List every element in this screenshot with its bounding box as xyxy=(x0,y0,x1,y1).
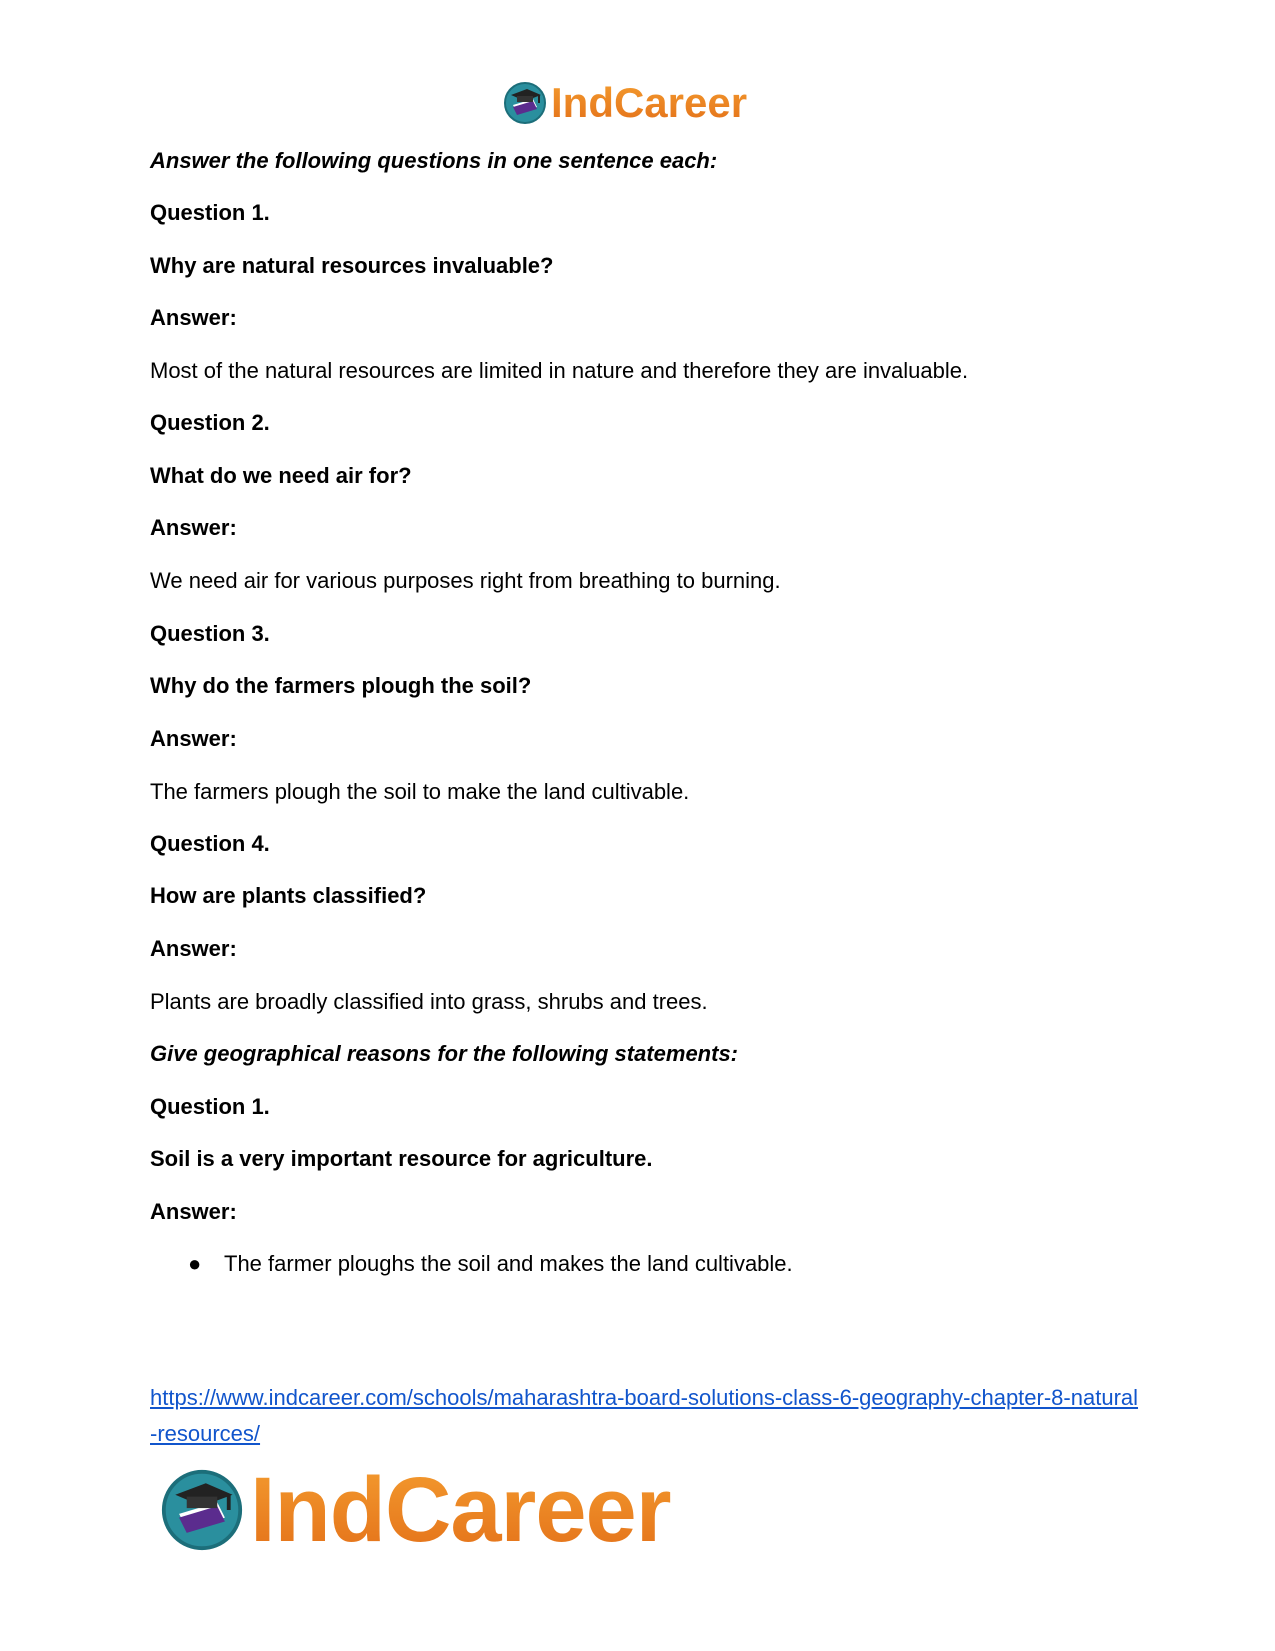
question-label: Question 4. xyxy=(150,831,270,856)
section-heading: Answer the following questions in one sentence each: xyxy=(150,148,718,173)
source-link[interactable]: https://www.indcareer.com/schools/maharashtra-board-solutions-class-6-geography-chapter-8-natural-resources/ xyxy=(150,1385,1139,1446)
section-heading: Give geographical reasons for the following statements: xyxy=(150,1041,739,1066)
graduation-cap-logo-icon xyxy=(503,81,547,125)
graduation-cap-logo-icon xyxy=(160,1468,244,1552)
answer-label: Answer: xyxy=(150,726,237,751)
bullet-icon: ● xyxy=(188,1251,202,1276)
bullet-text: The farmer ploughs the soil and makes the land cultivable. xyxy=(224,1251,793,1276)
answer-label: Answer: xyxy=(150,305,237,330)
answer-label: Answer: xyxy=(150,1199,237,1224)
footer-logo xyxy=(160,1459,671,1561)
question-label: Question 1. xyxy=(150,1094,270,1119)
question-label: Question 1. xyxy=(150,200,270,225)
question-text: How are plants classified? xyxy=(150,883,427,908)
answer-label: Answer: xyxy=(150,515,237,540)
answer-text: Plants are broadly classified into grass, shrubs and trees. xyxy=(150,989,708,1014)
answer-label: Answer: xyxy=(150,936,237,961)
answer-text: Most of the natural resources are limited in nature and therefore they are invaluable. xyxy=(150,358,969,383)
answer-text: We need air for various purposes right from breathing to burning. xyxy=(150,568,781,593)
question-text: Soil is a very important resource for agriculture. xyxy=(150,1146,653,1171)
question-label: Question 2. xyxy=(150,410,270,435)
question-text: Why are natural resources invaluable? xyxy=(150,253,554,278)
header-logo xyxy=(503,80,747,126)
list-item xyxy=(188,1250,793,1278)
question-text: Why do the farmers plough the soil? xyxy=(150,673,532,698)
logo-wordmark: IndCareer xyxy=(551,79,748,126)
answer-text: The farmers plough the soil to make the land cultivable. xyxy=(150,779,690,804)
question-label: Question 3. xyxy=(150,621,270,646)
logo-wordmark: IndCareer xyxy=(250,1459,671,1561)
question-text: What do we need air for? xyxy=(150,463,412,488)
